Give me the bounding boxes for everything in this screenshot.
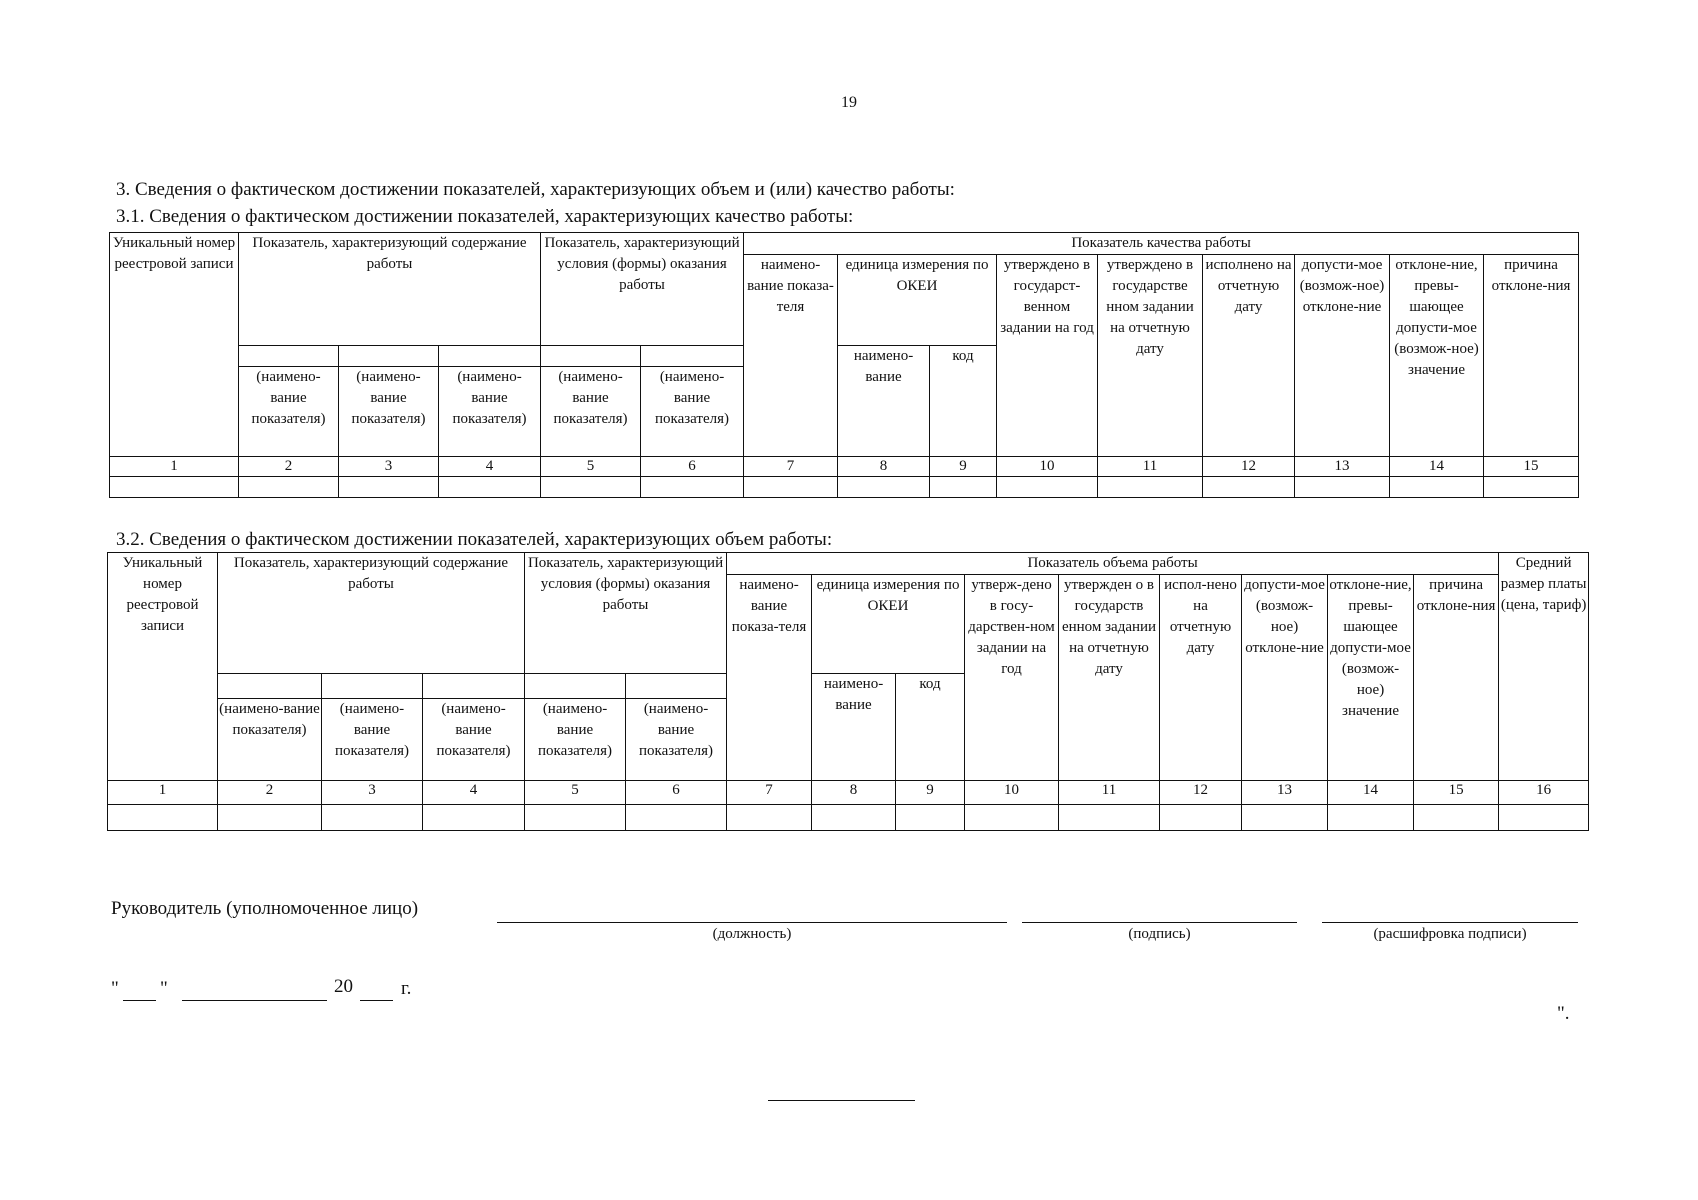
col-volume-indicator: Показатель объема работы [727,553,1499,575]
column-number: 5 [525,781,626,805]
column-number: 3 [322,781,423,805]
column-number: 11 [1059,781,1160,805]
sub-indicator-name: (наимено-вание показателя) [339,367,439,457]
position-caption: (должность) [712,926,792,942]
year-suffix: г. [401,978,412,999]
data-cell[interactable] [812,805,896,831]
column-number: 1 [108,781,218,805]
data-cell[interactable] [110,477,239,498]
data-cell[interactable] [626,805,727,831]
col-quality-indicator: Показатель качества работы [744,233,1579,255]
col-deviation-reason: причина отклоне-ния [1484,255,1579,457]
blank-cell [322,674,423,699]
data-cell[interactable] [1242,805,1328,831]
col-content-indicator: Показатель, характеризующий содержание работы [239,233,541,346]
column-number: 12 [1203,457,1295,477]
decode-line[interactable] [1322,922,1578,923]
col-exceeding-deviation: отклоне-ние, превы-шающее допусти-мое (возмож-ное) значение [1328,575,1414,781]
data-cell[interactable] [838,477,930,498]
data-cell[interactable] [1414,805,1499,831]
data-cell[interactable] [1295,477,1390,498]
col-unique-number: Уникальный номер реестровой записи [110,233,239,457]
column-number: 7 [744,457,838,477]
month-line[interactable] [182,1000,327,1001]
blank-cell [541,346,641,367]
column-number: 15 [1414,781,1499,805]
column-number: 12 [1160,781,1242,805]
data-cell[interactable] [1390,477,1484,498]
data-cell[interactable] [930,477,997,498]
column-number: 13 [1242,781,1328,805]
data-cell[interactable] [423,805,525,831]
col-average-payment: Средний размер платы (цена, тариф) [1499,553,1589,781]
column-number: 10 [997,457,1098,477]
column-number: 2 [218,781,322,805]
column-number: 8 [838,457,930,477]
section-3-title: 3. Сведения о фактическом достижении показателей, характеризующих объем и (или) качество работы: [116,179,955,200]
column-number: 10 [965,781,1059,805]
col-indicator-name: наимено-вание показа-теля [744,255,838,457]
page-number: 19 [841,94,857,111]
blank-cell [641,346,744,367]
column-number: 16 [1499,781,1589,805]
col-approved-year: утверждено в государст-венном задании на год [997,255,1098,457]
column-number: 14 [1328,781,1414,805]
col-deviation-reason: причина отклоне-ния [1414,575,1499,781]
data-cell[interactable] [727,805,812,831]
column-number: 13 [1295,457,1390,477]
sub-indicator-name: (наимено-вание показателя) [626,699,727,781]
data-cell[interactable] [744,477,838,498]
col-content-indicator: Показатель, характеризующий содержание работы [218,553,525,674]
column-number: 11 [1098,457,1203,477]
quality-table [109,232,1579,498]
col-approved-year: утверж-дено в госу-дарствен-ном задании на год [965,575,1059,781]
col-approved-date: утвержден о в государств енном задании на отчетную дату [1059,575,1160,781]
data-cell[interactable] [108,805,218,831]
col-allowed-deviation: допусти-мое (возмож-ное) отклоне-ние [1242,575,1328,781]
col-unit-name: наимено-вание [838,346,930,457]
data-cell[interactable] [1328,805,1414,831]
col-done: испол-нено на отчетную дату [1160,575,1242,781]
head-label: Руководитель (уполномоченное лицо) [111,898,419,919]
date-open-quote: " [111,978,119,999]
signature-caption: (подпись) [1128,926,1191,942]
data-cell[interactable] [339,477,439,498]
data-cell[interactable] [1098,477,1203,498]
column-number: 2 [239,457,339,477]
data-cell[interactable] [218,805,322,831]
data-cell[interactable] [641,477,744,498]
footnote-separator [768,1100,915,1101]
column-number: 4 [439,457,541,477]
blank-cell [239,346,339,367]
position-line[interactable] [497,922,1007,923]
blank-cell [339,346,439,367]
data-cell[interactable] [896,805,965,831]
col-indicator-name: наимено-вание показа-теля [727,575,812,781]
sub-indicator-name: (наимено-вание показателя) [423,699,525,781]
sub-indicator-name: (наимено-вание показателя) [439,367,541,457]
col-unique-number: Уникальный номер реестровой записи [108,553,218,781]
column-number: 6 [641,457,744,477]
data-cell[interactable] [439,477,541,498]
col-done: исполнено на отчетную дату [1203,255,1295,457]
data-cell[interactable] [1059,805,1160,831]
col-approved-date: утверждено в государстве нном задании на отчетную дату [1098,255,1203,457]
col-unit-okei: единица измерения по ОКЕИ [812,575,965,674]
col-unit-name: наимено-вание [812,674,896,781]
data-cell[interactable] [1160,805,1242,831]
volume-table [107,552,1589,831]
data-cell[interactable] [541,477,641,498]
decode-caption: (расшифровка подписи) [1373,926,1527,942]
day-line[interactable] [123,1000,156,1001]
col-unit-okei: единица измерения по ОКЕИ [838,255,997,346]
data-cell[interactable] [965,805,1059,831]
data-cell[interactable] [1499,805,1589,831]
sub-indicator-name: (наимено-вание показателя) [541,367,641,457]
column-number: 9 [896,781,965,805]
sub-indicator-name: (наимено-вание показателя) [525,699,626,781]
section-3-1-title: 3.1. Сведения о фактическом достижении показателей, характеризующих качество работы: [116,206,854,227]
sub-indicator-name: (наимено-вание показателя) [218,699,322,781]
column-number: 1 [110,457,239,477]
signature-line[interactable] [1022,922,1297,923]
blank-cell [218,674,322,699]
col-exceeding-deviation: отклоне-ние, превы-шающее допусти-мое (возмож-ное) значение [1390,255,1484,457]
column-number: 3 [339,457,439,477]
data-cell[interactable] [997,477,1098,498]
column-number: 15 [1484,457,1579,477]
col-conditions-indicator: Показатель, характеризующий условия (формы) оказания работы [541,233,744,346]
sub-indicator-name: (наимено-вание показателя) [322,699,423,781]
data-cell[interactable] [239,477,339,498]
column-number: 14 [1390,457,1484,477]
date-close-quote: " [160,978,168,999]
sub-indicator-name: (наимено-вание показателя) [239,367,339,457]
closing-mark: ". [1557,1003,1570,1024]
year-prefix: 20 [334,976,353,997]
col-unit-code: код [930,346,997,457]
sub-indicator-name: (наимено-вание показателя) [641,367,744,457]
data-cell[interactable] [322,805,423,831]
blank-cell [626,674,727,699]
year-line[interactable] [360,1000,393,1001]
col-conditions-indicator: Показатель, характеризующий условия (формы) оказания работы [525,553,727,674]
section-3-2-title: 3.2. Сведения о фактическом достижении показателей, характеризующих объем работы: [116,529,833,550]
col-unit-code: код [896,674,965,781]
blank-cell [423,674,525,699]
data-cell[interactable] [1203,477,1295,498]
column-number: 6 [626,781,727,805]
col-allowed-deviation: допусти-мое (возмож-ное) отклоне-ние [1295,255,1390,457]
blank-cell [525,674,626,699]
data-cell[interactable] [1484,477,1579,498]
column-number: 8 [812,781,896,805]
column-number: 5 [541,457,641,477]
column-number: 7 [727,781,812,805]
data-cell[interactable] [525,805,626,831]
column-number: 9 [930,457,997,477]
column-number: 4 [423,781,525,805]
blank-cell [439,346,541,367]
